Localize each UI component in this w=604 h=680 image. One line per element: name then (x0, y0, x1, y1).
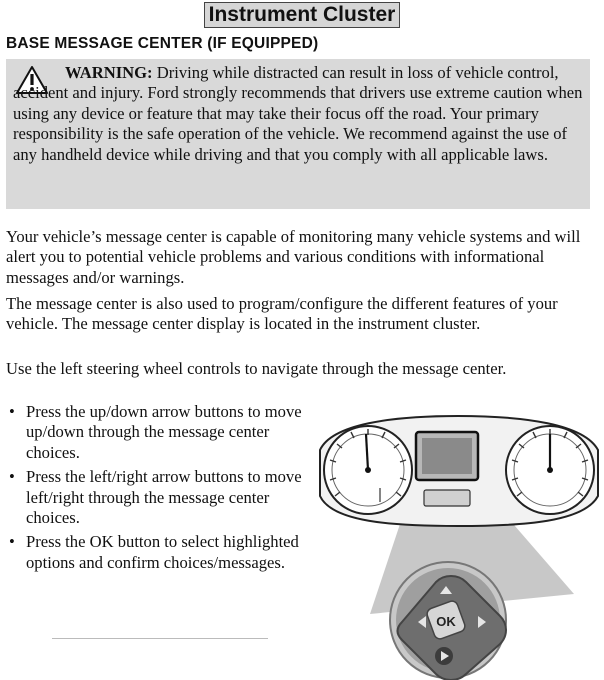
bullet-text: Press the OK button to select highlighted options and confirm choices/messages. (26, 532, 299, 572)
bullet-text: Press the up/down arrow buttons to move up/down through the message center choices. (26, 402, 302, 462)
bullet-dot-icon: • (9, 402, 15, 421)
intro-paragraph: Your vehicle’s message center is capable of monitoring many vehicle systems and will alert you to potential vehicle problems and various conditions with informational messages and/or warnings. (6, 227, 581, 287)
display-screen (422, 438, 472, 474)
section-heading: BASE MESSAGE CENTER (IF EQUIPPED) (6, 35, 319, 52)
warning-body: Driving while distracted can result in loss of vehicle control, accident and injury. Ford strongly recommends that drivers use extreme caution when using any device or feature that may take their focus off the road. Your primary responsibility is the safe operation of the vehicle. We recommend against the use of any handheld device while driving and that you comply with all applicable laws. (13, 63, 583, 164)
navigate-paragraph: Use the left steering wheel controls to navigate through the message center. (6, 359, 507, 378)
steering-wheel-controls (390, 562, 506, 680)
odometer-display (424, 490, 470, 506)
configure-paragraph: The message center is also used to program/configure the different features of your vehicle. The message center display is located in the instrument cluster. (6, 294, 558, 334)
bullet-list (6, 402, 306, 577)
left-gauge (324, 426, 412, 514)
instrument-cluster-illustration (312, 404, 604, 680)
bullet-dot-icon: • (9, 467, 15, 487)
bullet-dot-icon: • (9, 532, 15, 552)
page-title: Instrument Cluster (204, 2, 401, 28)
warning-box (6, 59, 590, 209)
right-gauge (506, 426, 594, 514)
footer-divider (52, 638, 268, 639)
warning-label: WARNING: (65, 63, 153, 82)
warning-text (13, 63, 587, 165)
list-item (6, 532, 306, 573)
ok-button-label: OK (436, 614, 456, 629)
list-item (6, 467, 306, 528)
bullet-text: Press the left/right arrow buttons to move left/right through the message center choices. (26, 467, 302, 528)
list-item (6, 402, 306, 463)
page-header (0, 2, 604, 28)
